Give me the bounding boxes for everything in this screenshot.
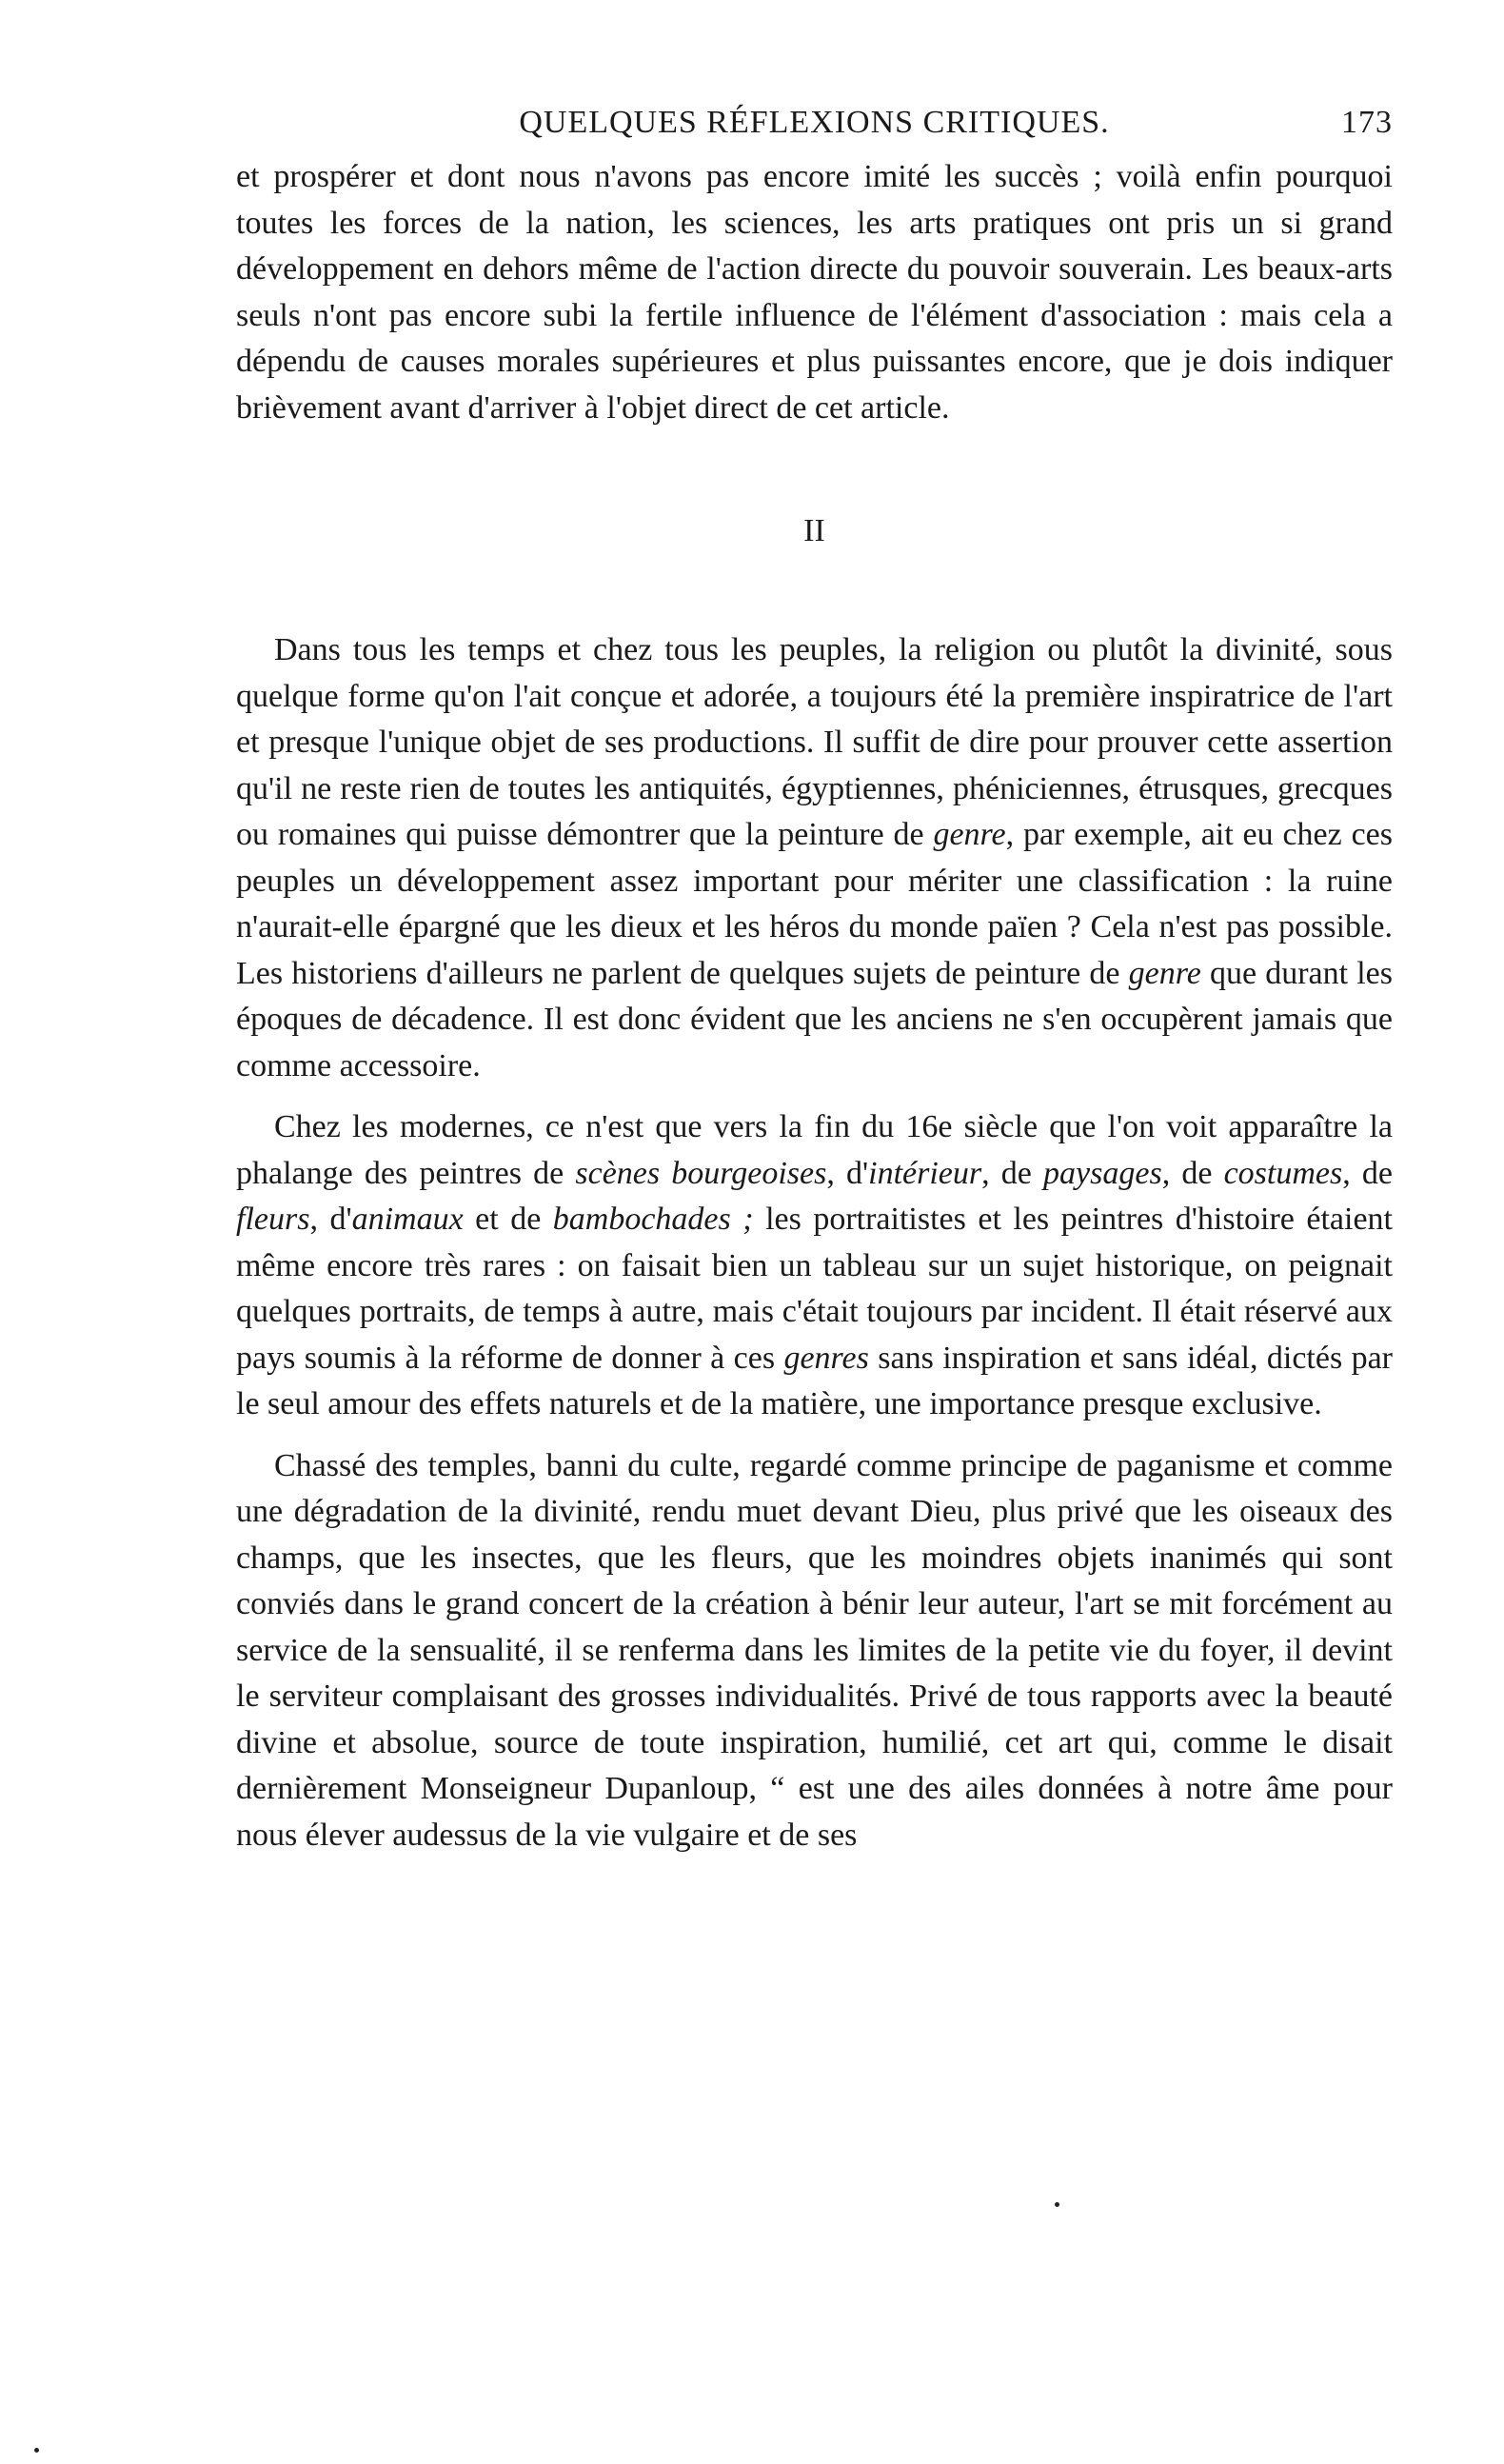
ink-speck	[34, 2448, 39, 2453]
paragraph-continuation: et prospérer et dont nous n'avons pas encore imité les succès ; voilà enfin pourquoi toutes les forces de la nation, les sciences, les arts pratiques ont pris un si grand développement en dehors même de l'action directe du pouvoir souverain. Les beaux-arts seuls n'ont pas encore subi la fertile influence de l'élément d'association : mais cela a dépendu de causes morales supérieures et plus puissantes encore, que je dois indiquer brièvement avant d'arriver à l'objet direct de cet article.	[236, 159, 1393, 426]
text-run: , d'	[826, 1155, 869, 1191]
ink-speck	[1055, 2202, 1059, 2207]
paragraph-moderns	[236, 1104, 1393, 1428]
italic-term: genre	[933, 817, 1006, 852]
text-run: , par exemple, ait eu chez ces peuples un développement assez important pour mériter une classification : la ruine n'aurait-elle épargné que les dieux et les héros du monde païen ? Cela n'est pas possible. Les historiens d'ailleurs ne parlent de quelques sujets de peinture de	[236, 817, 1393, 991]
text-run: Dans tous les temps et chez tous les peuples, la religion ou plutôt la divinité, sous quelque forme qu'on l'ait conçue et adorée, a toujours été la première inspiratrice de l'art et presque l'unique objet de ses productions. Il suffit de dire pour prouver cette assertion qu'il ne reste rien de toutes les antiquités, égyptiennes, phéniciennes, étrusques, grecques ou romaines qui puisse démontrer que la peinture de	[236, 632, 1393, 852]
book-page	[236, 95, 1393, 1858]
text-run: sans inspiration et sans idéal, dictés par le seul amour des effets naturels et de la matière, une importance presque exclusive.	[236, 1340, 1393, 1421]
text-run: , d'	[309, 1202, 352, 1237]
text-run: , de	[1342, 1155, 1393, 1191]
text-run: Chez les modernes, ce n'est que vers la fin du 16e siècle que l'on voit apparaître la phalange des peintres de	[236, 1109, 1393, 1191]
text-run: et de	[463, 1202, 553, 1237]
italic-term: animaux	[351, 1202, 464, 1237]
italic-term: paysages	[1043, 1155, 1162, 1191]
text-run: , de	[1161, 1155, 1224, 1191]
text-run: les portraitistes et les peintres d'histoire étaient même encore très rares : on faisait bien un tableau sur un sujet historique, on peignait quelques portraits, de temps à autre, mais c'était toujours par incident. Il était réservé aux pays soumis à la réforme de donner à ces	[236, 1202, 1393, 1376]
italic-term: bambochades ;	[552, 1202, 754, 1237]
italic-term: costumes	[1223, 1155, 1343, 1191]
italic-term: intérieur	[868, 1155, 982, 1191]
italic-term: fleurs	[236, 1202, 310, 1237]
paragraph-antiquity	[236, 627, 1393, 1089]
text-run: que durant les époques de décadence. Il est donc évident que les anciens ne s'en occupèrent jamais que comme accessoire.	[236, 955, 1394, 1083]
italic-term: genre	[1128, 955, 1201, 991]
running-header	[236, 95, 1393, 154]
running-title: QUELQUES RÉFLEXIONS CRITIQUES.	[519, 105, 1110, 140]
section-heading: II	[803, 513, 825, 548]
page-number: 173	[1341, 105, 1393, 140]
italic-term: genres	[783, 1340, 869, 1376]
italic-term: scènes bourgeoises	[575, 1155, 827, 1191]
paragraph-art-exiled: Chassé des temples, banni du culte, regardé comme principe de paganisme et comme une dégradation de la divinité, rendu muet devant Dieu, plus privé que les oiseaux des champs, que les insectes, que les fleurs, que les moindres objets inanimés qui sont conviés dans le grand concert de la création à bénir leur auteur, l'art se mit forcément au service de la sensualité, il se renferma dans les limites de la petite vie du foyer, il devint le serviteur complaisant des grosses individualités. Privé de tous rapports avec la beauté divine et absolue, source de toute inspiration, humilié, cet art qui, comme le disait dernièrement Monseigneur Dupanloup, “ est une des ailes données à notre âme pour nous élever audessus de la vie vulgaire et de ses	[236, 1447, 1393, 1853]
text-run: , de	[981, 1155, 1044, 1191]
